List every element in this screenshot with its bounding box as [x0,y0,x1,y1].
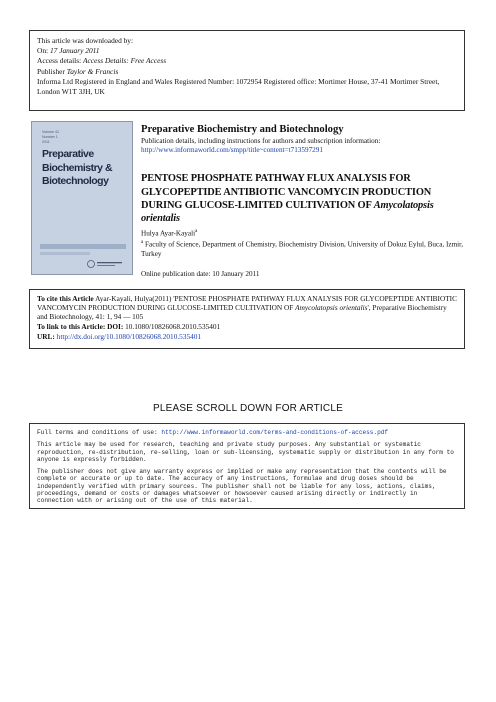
cover-decorative-band [40,244,126,249]
cite-label: To cite this Article [37,294,94,303]
cover-journal-title: Preparative Biochemistry & Biotechnology [42,148,113,188]
doi-row [37,322,457,331]
publication-details: Publication details, including instructions for authors and subscription information: [141,137,381,145]
download-date-label: On: [37,46,49,56]
download-line: This article was downloaded by: [37,36,134,45]
registration-text: Informa Ltd Registered in England and Wales Registered Number: 1072954 Registered office: Mortimer House, 37-41 Mortimer Street, London W1T 3JH, UK [37,76,440,97]
access-details-value: Access Details: Free Access [82,56,167,66]
publisher-row [37,67,457,77]
download-date-row [37,46,457,56]
cite-text: Ayar-Kayali, Hulya(2011) 'PENTOSE PHOSPHATE PATHWAY FLUX ANALYSIS FOR GLYCOPEPTIDE ANTIBIOTIC VANCOMYCIN PRODUCTION DURING GLUCOSE-LIMITED CULTIVATION OF [37,294,457,312]
access-details-label: Access details: [37,56,82,66]
author: Hulya Ayar-Kayali$^a$ [141,228,198,237]
download-info-box [29,30,465,111]
cite-organism: Amycolatopsis orientalis [295,303,368,312]
publisher-value: Taylor & Francis [66,66,119,76]
doi-url-link[interactable]: http://dx.doi.org/10.1080/10826068.2010.535401 [56,332,202,341]
publisher-label: Publisher [37,66,65,76]
journal-url-link[interactable]: http://www.informaworld.com/smpp/title~content=t713597291 [141,146,323,155]
taylor-francis-logo-icon [86,259,124,269]
terms-box [29,423,465,509]
scroll-down-notice: PLEASE SCROLL DOWN FOR ARTICLE [153,403,343,414]
affiliation: $^a$ Faculty of Science, Department of Chemistry, Biochemistry Division, University of Dokuz Eylul, Buca, Izmir, Turkey [141,240,464,259]
cover-volume-info: Volume 41 Number 1 2011 [42,130,59,144]
cite-tail: ', Preparative Biochemistry and Biotechnology, 41: 1, 94 — 105 [37,303,447,321]
article-title-organism: Amycolatopsis orientalis [141,200,434,225]
journal-title: Preparative Biochemistry and Biotechnology [141,124,344,135]
article-title: PENTOSE PHOSPHATE PATHWAY FLUX ANALYSIS FOR GLYCOPEPTIDE ANTIBIOTIC VANCOMYCIN PRODUCTION DURING GLUCOSE-LIMITED CULTIVATION OF Amycolatopsis orientalis [141,173,434,225]
journal-cover-image [31,121,133,275]
journal-info [141,123,466,279]
online-publication-date: Online publication date: 10 January 2011 [141,269,260,278]
terms-full-label: Full terms and conditions of use: [37,429,158,436]
url-label: URL: [37,332,55,341]
cite-article [37,294,457,321]
affiliation-mark: a [141,240,144,246]
author-affiliation-mark: a [195,228,198,234]
terms-disclaimer-paragraph: The publisher does not give any warranty express or implied or make any representation that the contents will be complete or accurate or up to date. The accuracy of any instructions, formulae and drug doses should be independently verified with primary sources. The publisher shall not be liable for any loss, actions, claims, proceedings, demand or costs or damages whatsoever or howsoever caused arising directly or indirectly in connection with or arising out of the use of this material. [37,468,447,505]
terms-usage-paragraph: This article may be used for research, teaching and private study purposes. Any substantial or systematic reproduction, re-distribution, re-selling, loan or sub-licensing, systematic supply or distribution in any form to anyone is expressly forbidden. [37,441,454,463]
doi-value: 10.1080/10826068.2010.535401 [125,322,221,331]
link-label: To link to this Article: DOI: [37,322,124,331]
access-details-row [37,56,457,66]
citation-box [29,289,465,349]
terms-pdf-link[interactable]: http://www.informaworld.com/terms-and-conditions-of-access.pdf [161,429,389,436]
download-date-value: 17 January 2011 [49,46,100,56]
terms-full-row [37,429,457,436]
url-row [37,332,457,341]
cover-decorative-band [40,252,90,255]
